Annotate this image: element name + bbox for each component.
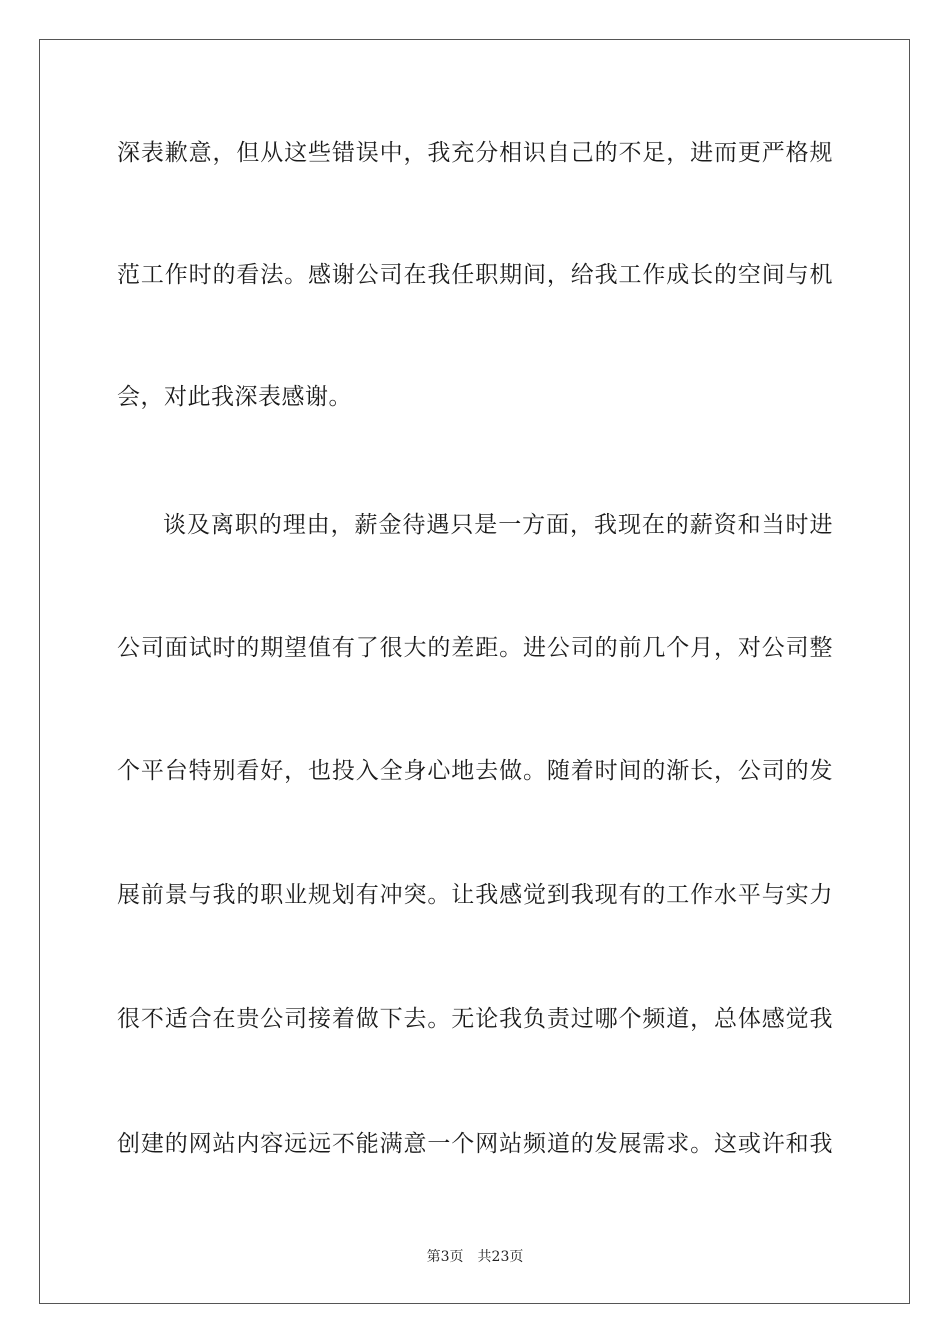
body-line-1: 深表歉意，但从这些错误中，我充分相识自己的不足，进而更严格规 — [117, 140, 833, 166]
body-line-3: 会，对此我深表感谢。 — [117, 384, 352, 410]
body-line-8: 很不适合在贵公司接着做下去。无论我负责过哪个频道，总体感觉我 — [117, 1006, 833, 1032]
body-line-7: 展前景与我的职业规划有冲突。让我感觉到我现有的工作水平与实力 — [117, 882, 833, 908]
page-number: 第3页 — [426, 1249, 464, 1265]
body-line-9: 创建的网站内容远远不能满意一个网站频道的发展需求。这或许和我 — [117, 1131, 833, 1157]
page-border — [39, 39, 910, 1304]
body-line-5: 公司面试时的期望值有了很大的差距。进公司的前几个月，对公司整 — [117, 635, 833, 661]
body-line-6: 个平台特别看好，也投入全身心地去做。随着时间的渐长，公司的发 — [117, 758, 833, 784]
page-total: 共23页 — [477, 1249, 524, 1265]
body-line-4: 谈及离职的理由，薪金待遇只是一方面，我现在的薪资和当时进 — [163, 512, 833, 538]
page-footer — [0, 1248, 950, 1266]
body-line-2: 范工作时的看法。感谢公司在我任职期间，给我工作成长的空间与机 — [117, 262, 833, 288]
